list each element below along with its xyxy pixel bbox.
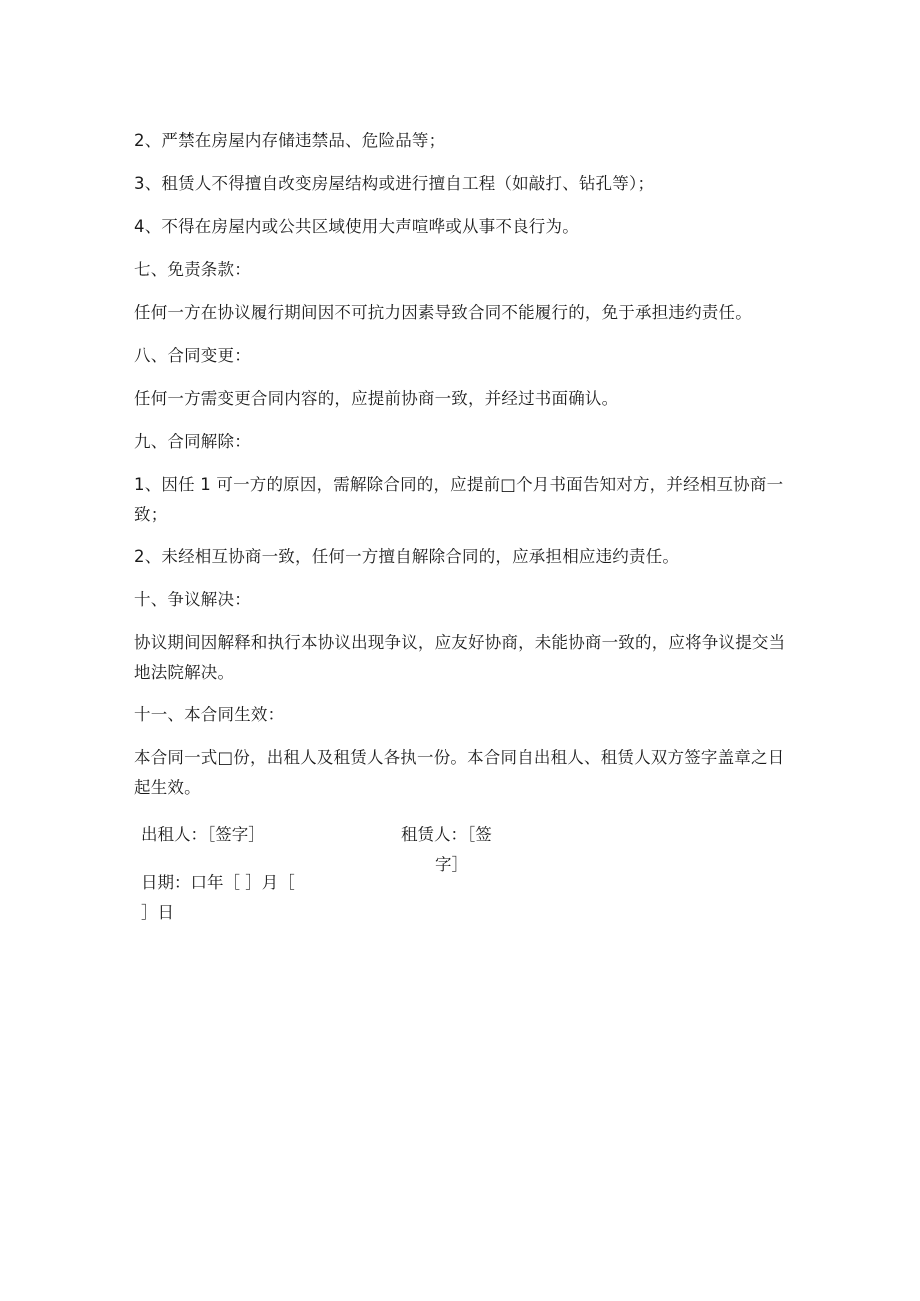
lessor-signature-label: 出租人：［签字］ — [141, 825, 265, 844]
section-heading-8: 八、合同变更： — [134, 346, 251, 365]
clause-11-text: 本合同一式□份，出租人及租赁人各执一份。本合同自出租人、租赁人双方签字盖章之日起生效。 — [134, 748, 785, 797]
signing-date — [141, 868, 301, 928]
section-heading-10: 十、争议解决： — [134, 590, 251, 609]
lessee-signature-label-line2: 字］ — [435, 855, 468, 874]
clause-6-item-2: 2、严禁在房屋内存储违禁品、危险品等； — [134, 131, 446, 150]
section-heading-9: 九、合同解除： — [134, 432, 251, 451]
signing-date-line1: 日期：口年［ ］月［ — [141, 873, 295, 892]
clause-7-text: 任何一方在协议履行期间因不可抗力因素导致合同不能履行的，免于承担违约责任。 — [134, 303, 752, 322]
signing-date-line2: ］日 — [141, 903, 174, 922]
clause-9-item-2: 2、未经相互协商一致，任何一方擅自解除合同的，应承担相应违约责任。 — [134, 547, 680, 566]
clause-10-text: 协议期间因解释和执行本协议出现争议，应友好协商，未能协商一致的，应将争议提交当地法院解决。 — [134, 633, 786, 682]
clause-6-item-3: 3、租赁人不得擅自改变房屋结构或进行擅自工程（如敲打、钻孔等）； — [134, 174, 655, 193]
clause-9-item-1: 1、因任 1 可一方的原因，需解除合同的，应提前□个月书面告知对方，并经相互协商一致； — [134, 475, 784, 524]
lessee-signature — [401, 820, 509, 880]
lessee-signature-label-line1: 租赁人：［签 — [401, 825, 492, 844]
document-body — [134, 126, 794, 803]
clause-6-item-4: 4、不得在房屋内或公共区域使用大声喧哗或从事不良行为。 — [134, 217, 579, 236]
section-heading-7: 七、免责条款： — [134, 260, 251, 279]
clause-8-text: 任何一方需变更合同内容的，应提前协商一致，并经过书面确认。 — [134, 389, 619, 408]
section-heading-11: 十一、本合同生效： — [134, 705, 285, 724]
lessor-signature — [141, 820, 265, 850]
